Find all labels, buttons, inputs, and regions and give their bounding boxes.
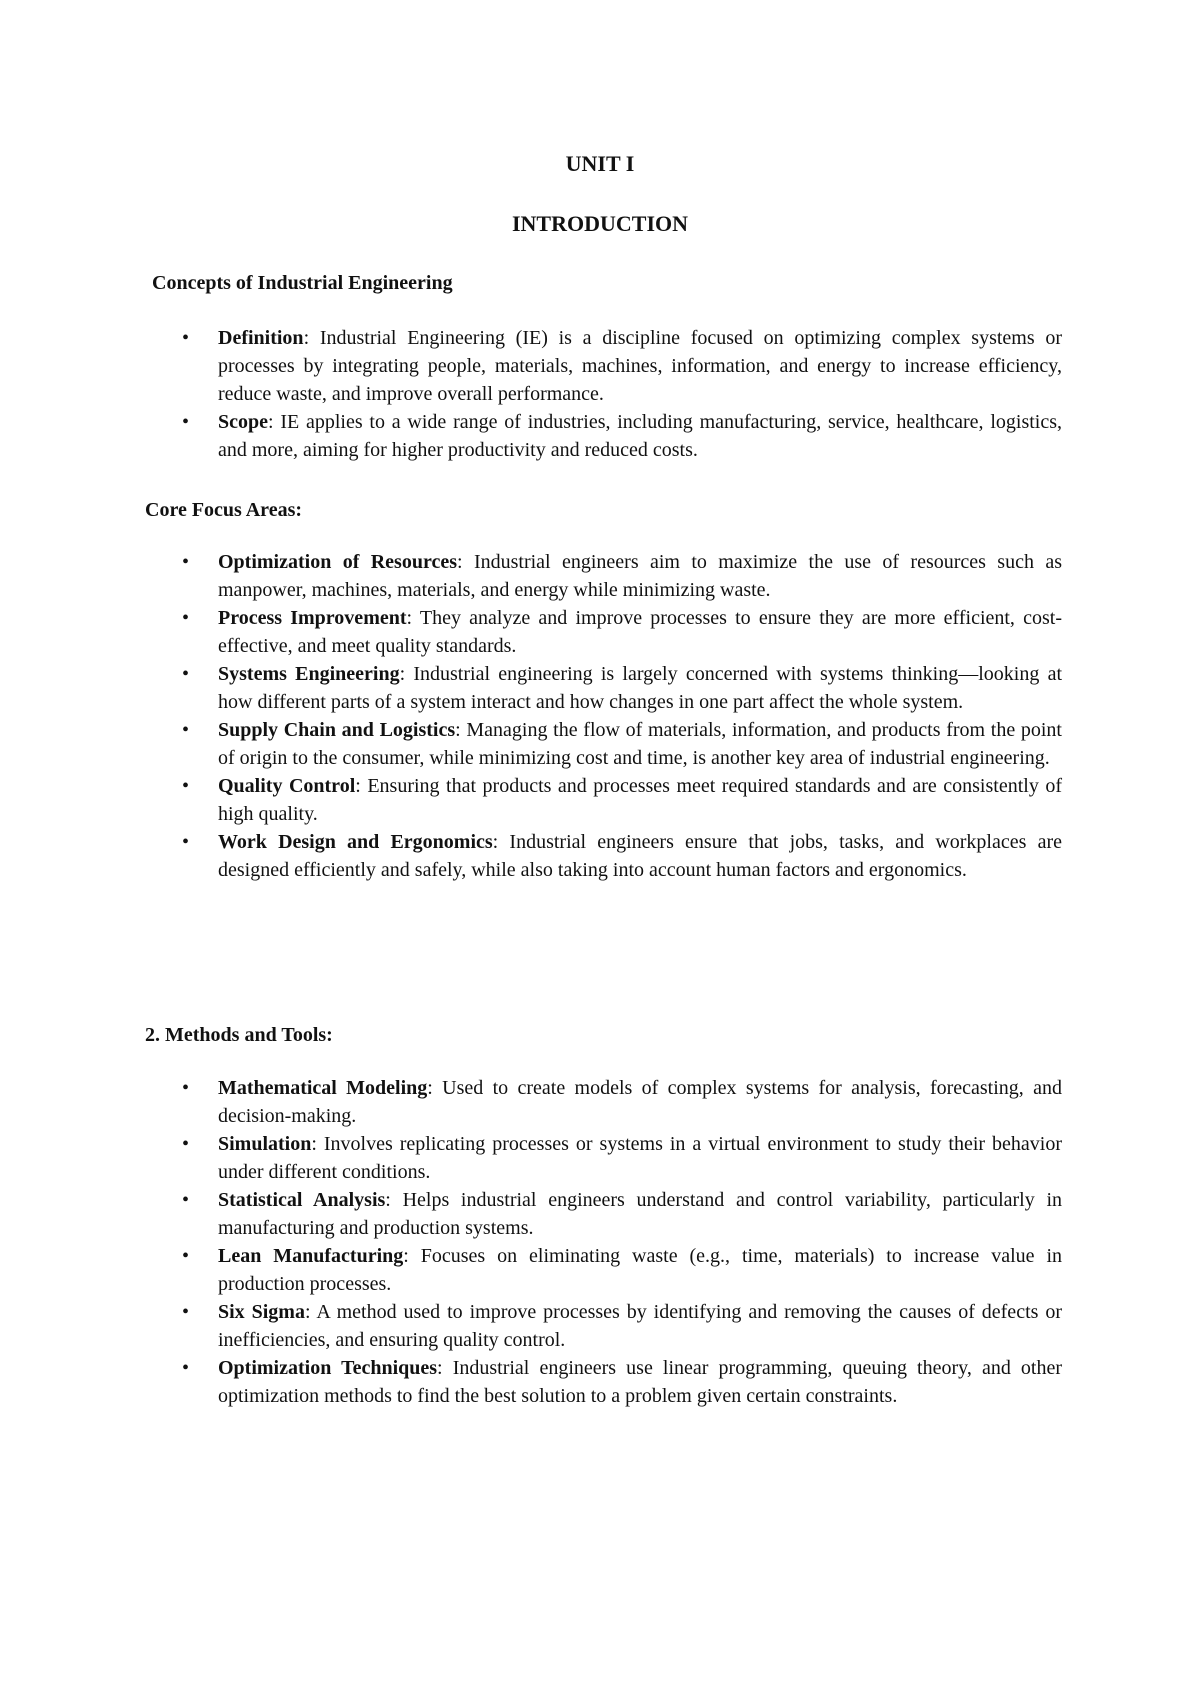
item-text: : Industrial engineering is largely concerned with systems thinking—looking at how different parts of a system interact and how changes in one part affect the whole system. bbox=[218, 663, 1063, 713]
list-item bbox=[182, 1242, 1062, 1298]
bullet-icon: • bbox=[182, 1301, 190, 1323]
item-term: Simulation bbox=[218, 1133, 312, 1155]
item-text: : They analyze and improve processes to ensure they are more efficient, cost-effective, and meet quality standards. bbox=[218, 607, 1062, 657]
item-text: : Ensuring that products and processes meet required standards and are consistently of high quality. bbox=[218, 775, 1062, 825]
item-text: : Industrial engineers use linear programming, queuing theory, and other optimization methods to find the best solution to a problem given certain constraints. bbox=[218, 1357, 1063, 1407]
list-item bbox=[182, 604, 1062, 660]
bullet-icon: • bbox=[182, 831, 190, 853]
list-item bbox=[182, 1074, 1062, 1130]
unit-title: UNIT I bbox=[565, 151, 635, 176]
item-term: Supply Chain and Logistics bbox=[218, 719, 456, 741]
list-item bbox=[182, 324, 1062, 408]
item-term: Mathematical Modeling bbox=[218, 1077, 428, 1099]
core-focus-list bbox=[182, 548, 1063, 884]
bullet-icon: • bbox=[182, 1357, 190, 1379]
list-item bbox=[182, 716, 1062, 772]
list-item bbox=[182, 1298, 1062, 1354]
item-text: : A method used to improve processes by identifying and removing the causes of defects or inefficiencies, and ensuring quality control. bbox=[218, 1301, 1062, 1351]
concepts-heading: Concepts of Industrial Engineering bbox=[152, 272, 453, 294]
list-item bbox=[182, 1186, 1063, 1242]
bullet-icon: • bbox=[182, 327, 190, 349]
item-text: : Industrial Engineering (IE) is a discipline focused on optimizing complex systems or processes by integrating people, materials, machines, information, and energy to increase efficiency, reduce waste, and improve overall performance. bbox=[218, 327, 1062, 405]
concepts-list bbox=[182, 324, 1062, 464]
methods-heading: 2. Methods and Tools: bbox=[145, 1024, 333, 1046]
item-term: Systems Engineering bbox=[218, 663, 400, 685]
page-title: INTRODUCTION bbox=[511, 211, 689, 236]
bullet-icon: • bbox=[182, 411, 190, 433]
core-focus-heading: Core Focus Areas: bbox=[145, 499, 303, 521]
bullet-icon: • bbox=[182, 551, 190, 573]
item-term: Work Design and Ergonomics bbox=[218, 831, 493, 853]
bullet-icon: • bbox=[182, 1077, 190, 1099]
item-term: Statistical Analysis bbox=[218, 1189, 386, 1211]
list-item bbox=[182, 408, 1062, 464]
bullet-icon: • bbox=[182, 775, 190, 797]
item-text: : IE applies to a wide range of industries, including manufacturing, service, healthcare, logistics, and more, aiming for higher productivity and reduced costs. bbox=[218, 411, 1062, 461]
item-text: : Used to create models of complex systems for analysis, forecasting, and decision-making. bbox=[218, 1077, 1062, 1127]
list-item bbox=[182, 660, 1063, 716]
item-text: : Managing the flow of materials, information, and products from the point of origin to the consumer, while minimizing cost and time, is another key area of industrial engineering. bbox=[218, 719, 1062, 769]
bullet-icon: • bbox=[182, 1189, 190, 1211]
list-item bbox=[182, 548, 1062, 604]
bullet-icon: • bbox=[182, 663, 190, 685]
list-item bbox=[182, 828, 1062, 884]
list-item bbox=[182, 1354, 1063, 1410]
item-term: Quality Control bbox=[218, 775, 356, 797]
item-term: Process Improvement bbox=[218, 607, 407, 629]
item-term: Lean Manufacturing bbox=[218, 1245, 404, 1267]
item-text: : Involves replicating processes or systems in a virtual environment to study their behavior under different conditions. bbox=[218, 1133, 1062, 1183]
bullet-icon: • bbox=[182, 1133, 190, 1155]
item-text: : Helps industrial engineers understand and control variability, particularly in manufacturing and production systems. bbox=[218, 1189, 1063, 1239]
bullet-icon: • bbox=[182, 1245, 190, 1267]
list-item bbox=[182, 1130, 1062, 1186]
bullet-icon: • bbox=[182, 719, 190, 741]
item-text: : Industrial engineers ensure that jobs, tasks, and workplaces are designed efficiently and safely, while also taking into account human factors and ergonomics. bbox=[218, 831, 1062, 881]
item-term: Definition bbox=[218, 327, 304, 349]
methods-list bbox=[182, 1074, 1063, 1410]
item-term: Optimization of Resources bbox=[218, 551, 458, 573]
item-text: : Industrial engineers aim to maximize the use of resources such as manpower, machines, materials, and energy while minimizing waste. bbox=[218, 551, 1062, 601]
bullet-icon: • bbox=[182, 607, 190, 629]
item-term: Six Sigma bbox=[218, 1301, 305, 1323]
item-text: : Focuses on eliminating waste (e.g., time, materials) to increase value in production processes. bbox=[218, 1245, 1062, 1295]
list-item bbox=[182, 772, 1062, 828]
item-term: Scope bbox=[218, 411, 268, 433]
item-term: Optimization Techniques bbox=[218, 1357, 438, 1379]
